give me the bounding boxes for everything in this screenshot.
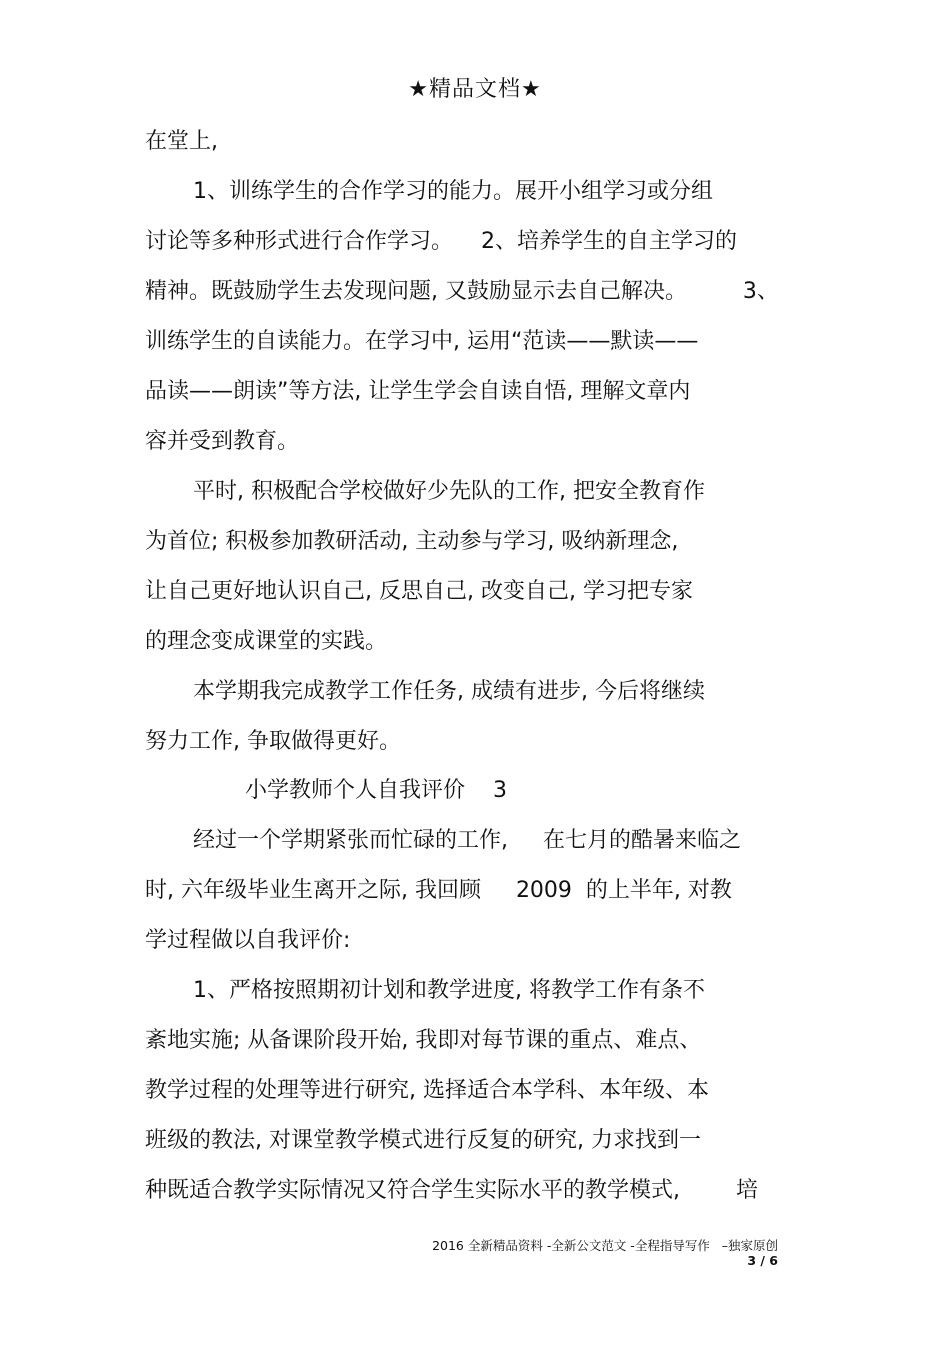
text-line: 本学期我完成教学工作任务, 成绩有进步, 今后将继续 xyxy=(193,679,705,704)
section-title: 小学教师个人自我评价 3 xyxy=(245,778,507,803)
text-line: 让自己更好地认识自己, 反思自己, 改变自己, 学习把专家 xyxy=(145,579,693,604)
text-line: 在堂上, xyxy=(145,129,218,154)
text-line: 训练学生的自读能力。在学习中, 运用“范读——默读—— xyxy=(145,329,699,354)
text-line: 时, 六年级毕业生离开之际, 我回顾 2009 的上半年, 对教 xyxy=(145,878,732,903)
text-line: 品读——朗读”等方法, 让学生学会自读自悟, 理解文章内 xyxy=(145,379,691,404)
text-line: 学过程做以自我评价: xyxy=(145,928,351,953)
text-line: 精神。既鼓励学生去发现问题, 又鼓励显示去自己解决。 3、 xyxy=(145,279,779,304)
text-line: 种既适合教学实际情况又符合学生实际水平的教学模式, 培 xyxy=(145,1178,758,1203)
text-line: 1、严格按照期初计划和教学进度, 将教学工作有条不 xyxy=(193,978,705,1003)
page-header: ★精品文档★ xyxy=(408,77,542,102)
text-line: 1、训练学生的合作学习的能力。展开小组学习或分组 xyxy=(193,179,713,204)
text-line: 的理念变成课堂的实践。 xyxy=(145,629,388,654)
text-line: 讨论等多种形式进行合作学习。 2、培养学生的自主学习的 xyxy=(145,229,737,254)
text-line: 努力工作, 争取做得更好。 xyxy=(145,729,401,754)
page-footer: 2016 全新精品资料 -全新公文范文 -全程指导写作 –独家原创 xyxy=(432,1238,778,1253)
text-line: 紊地实施; 从备课阶段开始, 我即对每节课的重点、难点、 xyxy=(145,1028,702,1053)
page-number: 3 / 6 xyxy=(747,1253,778,1268)
text-line: 平时, 积极配合学校做好少先队的工作, 把安全教育作 xyxy=(193,479,705,504)
text-line: 容并受到教育。 xyxy=(145,429,300,454)
text-line: 班级的教法, 对课堂教学模式进行反复的研究, 力求找到一 xyxy=(145,1128,701,1153)
text-line: 教学过程的处理等进行研究, 选择适合本学科、本年级、本 xyxy=(145,1078,709,1103)
text-line: 为首位; 积极参加教研活动, 主动参与学习, 吸纳新理念, xyxy=(145,529,679,554)
text-line: 经过一个学期紧张而忙碌的工作, 在七月的酷暑来临之 xyxy=(193,828,741,853)
